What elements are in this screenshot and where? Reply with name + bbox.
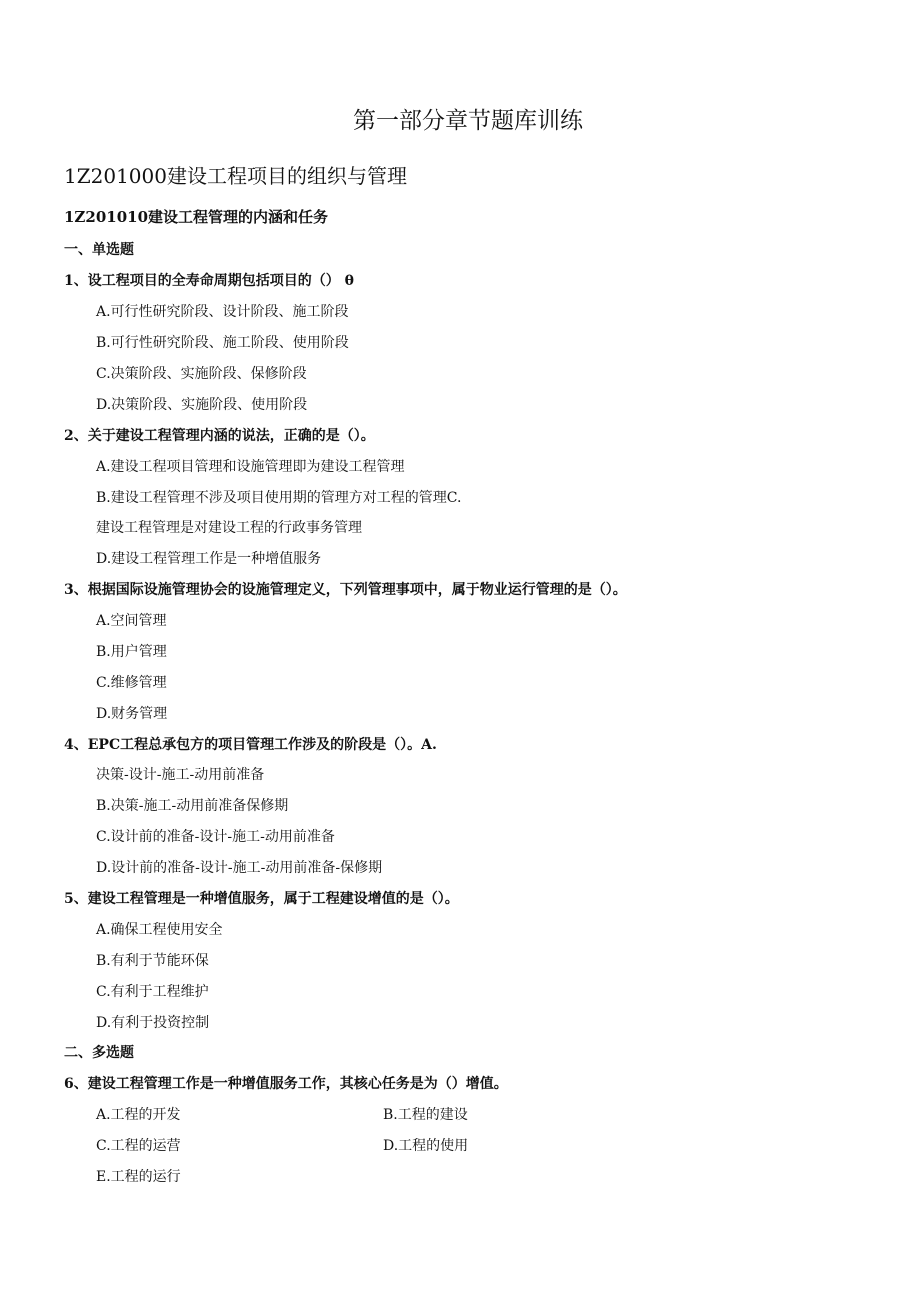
question-3-stem: 3、根据国际设施管理协会的设施管理定义，下列管理事项中，属于物业运行管理的是（）。 (64, 582, 627, 598)
question-6-option-a: A.工程的开发 (96, 1107, 181, 1123)
question-1-option-c: C.决策阶段、实施阶段、保修阶段 (96, 366, 307, 382)
question-5-option-d: D.有利于投资控制 (96, 1015, 210, 1031)
question-1-option-d: D.决策阶段、实施阶段、使用阶段 (96, 397, 308, 413)
single-choice-heading: 一、单选题 (64, 242, 134, 258)
question-4-stem: 4、EPC工程总承包方的项目管理工作涉及的阶段是（）。A. (64, 737, 437, 753)
question-6-option-c: C.工程的运营 (96, 1138, 181, 1154)
question-2-option-d: D.建设工程管理工作是一种增值服务 (96, 551, 322, 567)
question-6-stem: 6、建设工程管理工作是一种增值服务工作，其核心任务是为（）增值。 (64, 1076, 508, 1092)
question-6-option-b: B.工程的建设 (383, 1107, 468, 1123)
section-heading: 1Z201010建设工程管理的内涵和任务 (64, 208, 329, 226)
question-3-option-c: C.维修管理 (96, 675, 167, 691)
question-1-option-a: A.可行性研究阶段、设计阶段、施工阶段 (96, 304, 349, 320)
question-6-option-d: D.工程的使用 (383, 1138, 469, 1154)
multiple-choice-heading: 二、多选题 (64, 1045, 134, 1061)
question-4-option-a: 决策-设计-施工-动用前准备 (96, 767, 265, 783)
question-3-option-b: B.用户管理 (96, 644, 167, 660)
question-1-stem: 1、设工程项目的全寿命周期包括项目的（） θ (64, 273, 354, 289)
question-2-option-c: 建设工程管理是对建设工程的行政事务管理 (96, 520, 362, 536)
question-4-option-b: B.决策-施工-动用前准备保修期 (96, 798, 289, 814)
question-2-option-b: B.建设工程管理不涉及项目使用期的管理方对工程的管理C. (96, 490, 462, 506)
question-5-option-b: B.有利于节能环保 (96, 953, 209, 969)
question-6-option-e: E.工程的运行 (96, 1169, 181, 1185)
question-3-option-d: D.财务管理 (96, 706, 168, 722)
question-2-option-a: A.建设工程项目管理和设施管理即为建设工程管理 (96, 459, 405, 475)
question-5-option-c: C.有利于工程维护 (96, 984, 209, 1000)
question-4-option-d: D.设计前的准备-设计-施工-动用前准备-保修期 (96, 860, 383, 876)
chapter-heading: 1Z201000建设工程项目的组织与管理 (64, 164, 407, 188)
question-5-stem: 5、建设工程管理是一种增值服务，属于工程建设增值的是（）。 (64, 891, 459, 907)
question-3-option-a: A.空间管理 (96, 613, 167, 629)
question-5-option-a: A.确保工程使用安全 (96, 922, 223, 938)
question-1-option-b: B.可行性研究阶段、施工阶段、使用阶段 (96, 335, 349, 351)
page-title: 第一部分章节题库训练 (353, 108, 583, 134)
question-2-stem: 2、关于建设工程管理内涵的说法，正确的是（）。 (64, 428, 375, 444)
question-4-option-c: C.设计前的准备-设计-施工-动用前准备 (96, 829, 335, 845)
